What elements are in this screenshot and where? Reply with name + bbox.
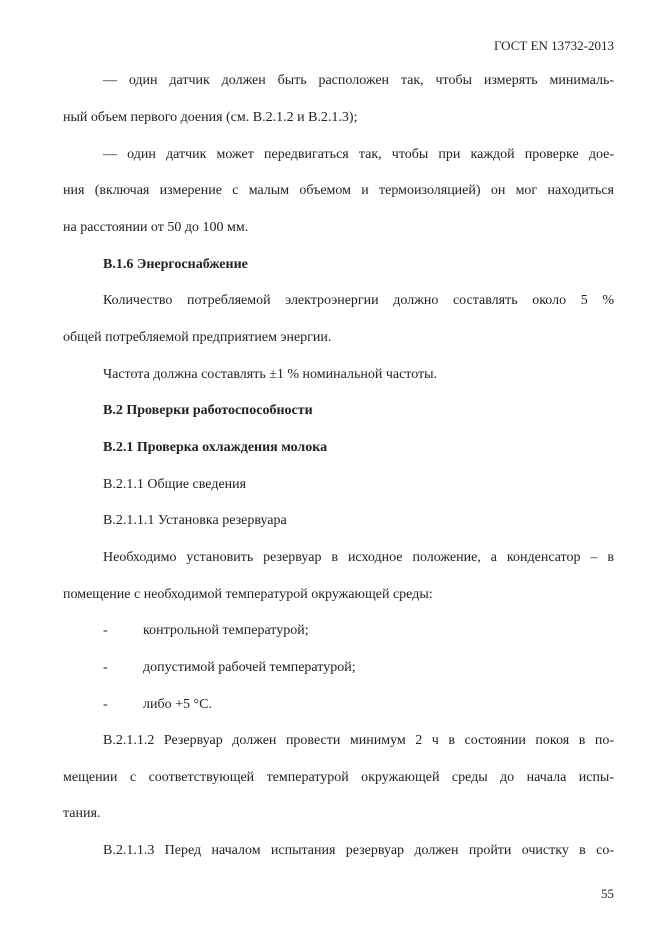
list-item: допустимой рабочей температурой; xyxy=(143,660,356,675)
paragraph-line: B.2.1.1.2 Резервуар должен провести минимум 2 ч в состоянии покоя в по- xyxy=(103,733,614,748)
paragraph-line: на расстоянии от 50 до 100 мм. xyxy=(63,220,249,235)
paragraph-line: Частота должна составлять ±1 % номинальной частоты. xyxy=(103,367,438,382)
paragraph-line: ный объем первого доения (см. B.2.1.2 и B.2.1.3); xyxy=(63,110,358,125)
section-heading: B.2.1 Проверка охлаждения молока xyxy=(103,440,328,455)
list-item: либо +5 °С. xyxy=(143,697,212,712)
list-bullet: - xyxy=(103,623,108,638)
paragraph-line: B.2.1.1.3 Перед началом испытания резервуар должен пройти очистку в со- xyxy=(103,843,614,858)
paragraph-line: — один датчик может передвигаться так, чтобы при каждой проверке дое- xyxy=(103,147,614,162)
list-item: контрольной температурой; xyxy=(143,623,309,638)
list-bullet: - xyxy=(103,660,108,675)
subsection-title: B.2.1.1 Общие сведения xyxy=(103,477,247,492)
page-number: 55 xyxy=(601,886,614,901)
paragraph-line: мещении с соответствующей температурой окружающей среды до начала испы- xyxy=(63,770,614,785)
section-heading: B.1.6 Энергоснабжение xyxy=(103,257,248,272)
paragraph-line: Необходимо установить резервуар в исходное положение, а конденсатор – в xyxy=(103,550,614,565)
paragraph-line: общей потребляемой предприятием энергии. xyxy=(63,330,332,345)
paragraph-line: ния (включая измерение с малым объемом и термоизоляцией) он мог находиться xyxy=(63,183,614,198)
paragraph-line: — один датчик должен быть расположен так, чтобы измерять минималь- xyxy=(103,73,614,88)
list-bullet: - xyxy=(103,697,108,712)
section-heading: B.2 Проверки работоспособности xyxy=(103,403,313,418)
paragraph-line: помещение с необходимой температурой окружающей среды: xyxy=(63,587,433,602)
paragraph-line: тания. xyxy=(63,806,101,821)
subsection-title: B.2.1.1.1 Установка резервуара xyxy=(103,513,287,528)
paragraph-line: Количество потребляемой электроэнергии должно составлять около 5 % xyxy=(103,293,614,308)
standard-header: ГОСТ EN 13732-2013 xyxy=(493,38,614,53)
